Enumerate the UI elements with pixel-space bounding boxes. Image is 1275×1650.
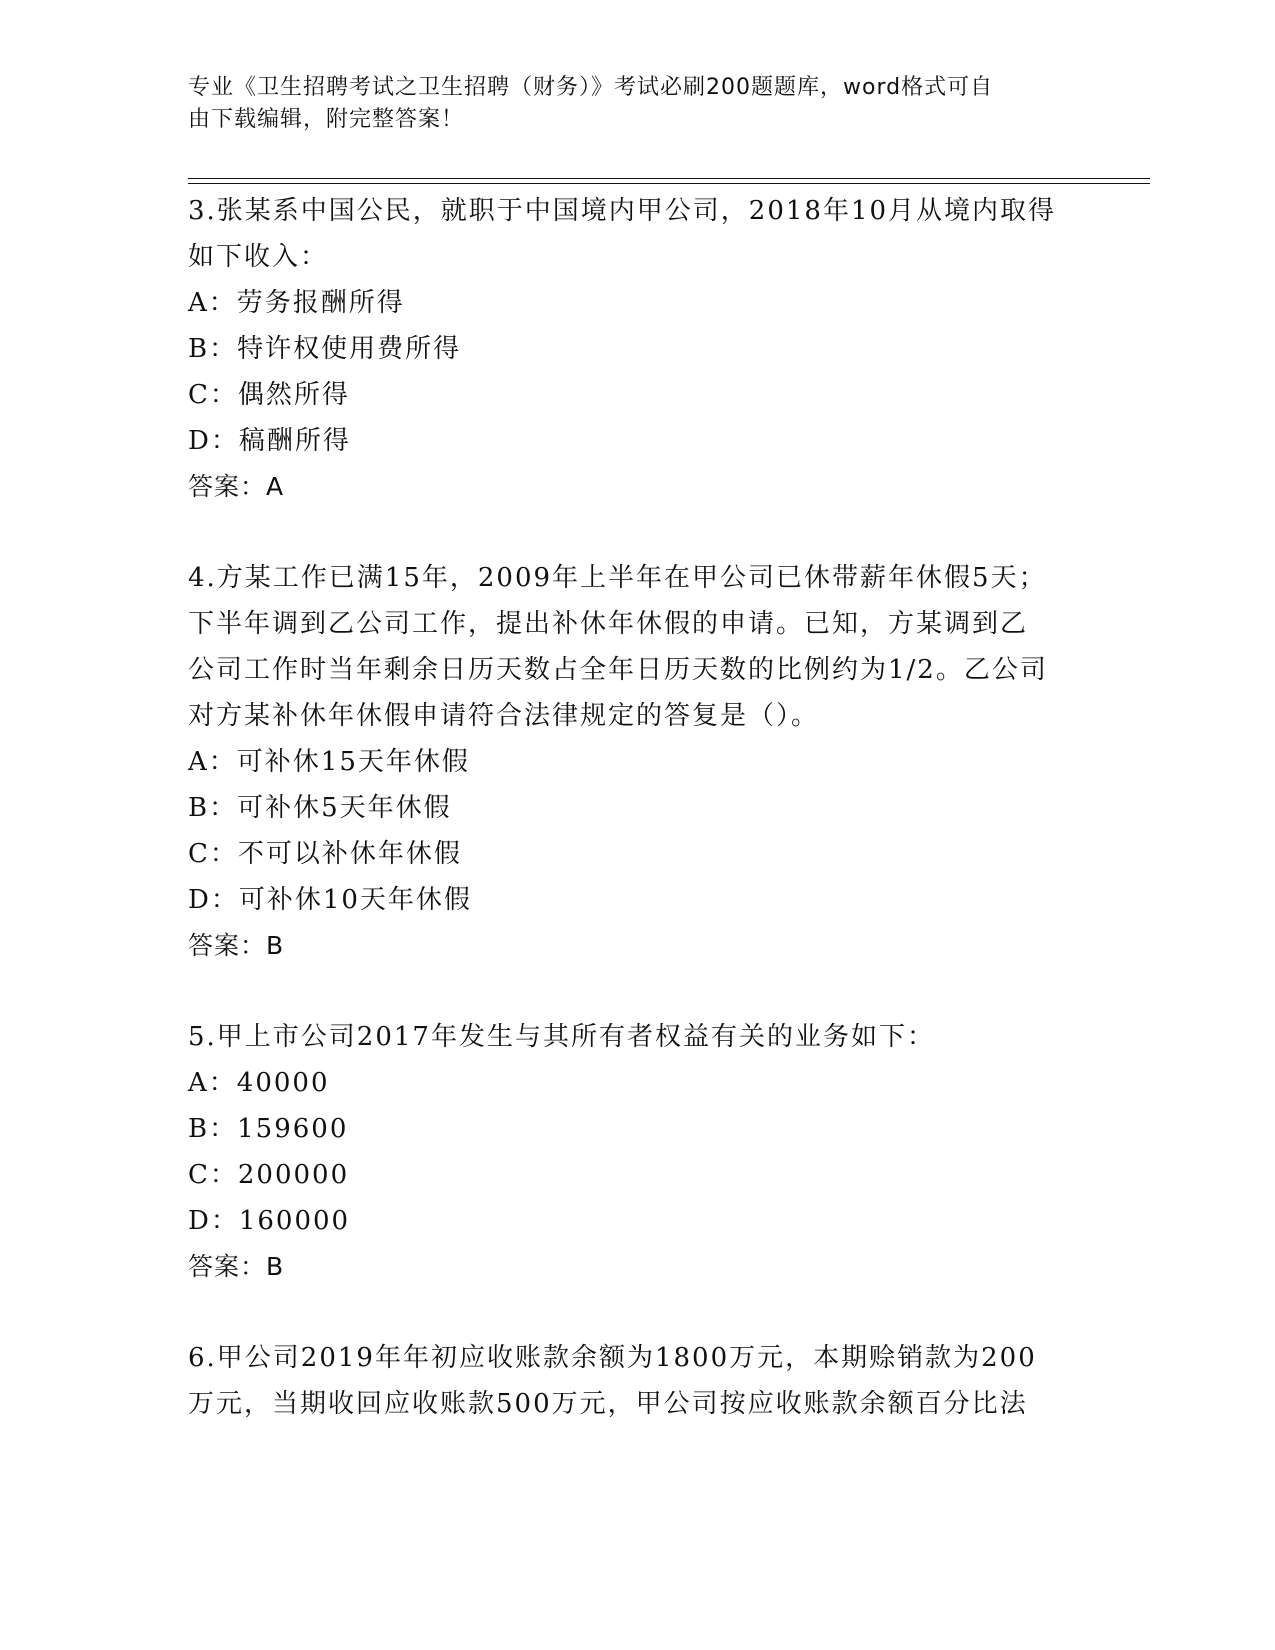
question-4: [188, 555, 1088, 969]
option-d: D：稿酬所得: [188, 426, 351, 456]
answer-line: 答案：B: [188, 1252, 285, 1281]
header-divider-bottom: [188, 183, 1150, 184]
header-line-2: 由下载编辑，附完整答案！: [188, 107, 465, 132]
option-a: A：40000: [188, 1068, 330, 1098]
question-6: [188, 1335, 1088, 1427]
answer-line: 答案：A: [188, 472, 285, 501]
question-stem-line: 3.张某系中国公民，就职于中国境内甲公司，2018年10月从境内取得: [188, 196, 1057, 226]
question-stem-line: 如下收入：: [188, 242, 329, 272]
answer-line: 答案：B: [188, 931, 285, 960]
document-header: [188, 72, 1068, 136]
option-d: D：可补休10天年休假: [188, 885, 472, 915]
option-a: A：劳务报酬所得: [188, 288, 405, 318]
question-stem-line: 5.甲上市公司2017年发生与其所有者权益有关的业务如下：: [188, 1022, 935, 1052]
header-divider-top: [188, 178, 1150, 179]
question-stem-line: 下半年调到乙公司工作，提出补休年休假的申请。已知，方某调到乙: [188, 609, 1029, 639]
option-c: C：200000: [188, 1160, 350, 1190]
option-b: B：159600: [188, 1114, 349, 1144]
option-c: C：偶然所得: [188, 380, 350, 410]
question-stem-line: 6.甲公司2019年年初应收账款余额为1800万元，本期赊销款为200: [188, 1343, 1037, 1373]
question-5: [188, 1014, 1088, 1290]
option-b: B：特许权使用费所得: [188, 334, 462, 364]
question-list: [188, 188, 1088, 1427]
option-d: D：160000: [188, 1206, 351, 1236]
question-stem-line: 对方某补休年休假申请符合法律规定的答复是（）。: [188, 701, 820, 731]
option-a: A：可补休15天年休假: [188, 747, 470, 777]
question-stem-line: 万元，当期收回应收账款500万元，甲公司按应收账款余额百分比法: [188, 1389, 1028, 1419]
question-stem-line: 4.方某工作已满15年，2009年上半年在甲公司已休带薪年休假5天；: [188, 563, 1047, 593]
header-line-1: 专业《卫生招聘考试之卫生招聘（财务）》考试必刷200题题库，word格式可自: [188, 75, 994, 100]
question-3: [188, 188, 1088, 510]
option-b: B：可补休5天年休假: [188, 793, 452, 823]
option-c: C：不可以补休年休假: [188, 839, 462, 869]
question-stem-line: 公司工作时当年剩余日历天数占全年日历天数的比例约为1/2。乙公司: [188, 655, 1048, 685]
